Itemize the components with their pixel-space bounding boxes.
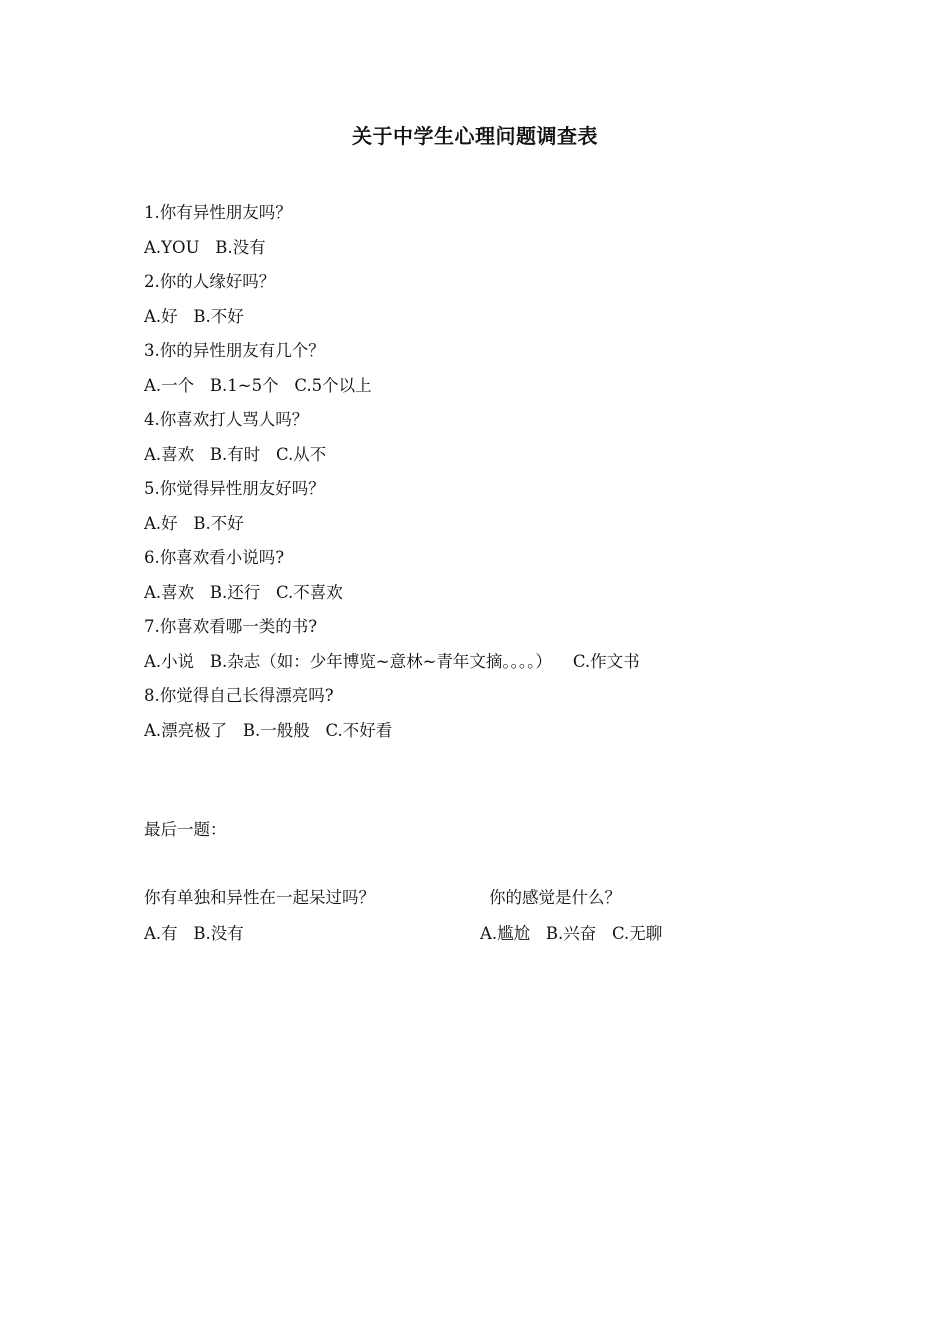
question-5-options: A.好 B.不好 [144,513,244,533]
question-9: 你有单独和异性在一起呆过吗？ [144,888,375,907]
question-6-options: A.喜欢 B.还行 C.不喜欢 [144,582,343,602]
question-5: 5.你觉得异性朋友好吗？ [144,479,325,498]
question-7: 7.你喜欢看哪一类的书? [144,617,318,636]
question-2: 2.你的人缘好吗？ [144,272,276,291]
question-10: 你的感觉是什么？ [489,888,621,907]
page-title: 关于中学生心理问题调查表 [352,124,598,148]
question-3-options: A.一个 B.1~5个 C.5个以上 [144,375,372,395]
question-10-options: A.尴尬 B.兴奋 C.无聊 [480,924,663,943]
question-3: 3.你的异性朋友有几个？ [144,341,325,360]
question-7-options: A.小说 B.杂志（如：少年博览~意林~青年文摘。。。。） C.作文书 [144,651,640,671]
question-2-options: A.好 B.不好 [144,306,244,326]
question-1-options: A.YOU B.没有 [144,237,266,257]
question-8-options: A.漂亮极了 B.一般般 C.不好看 [144,720,393,740]
question-1: 1.你有异性朋友吗？ [144,203,292,222]
question-6: 6.你喜欢看小说吗? [144,548,285,567]
question-list [144,196,844,748]
last-question-label: 最后一题： [144,820,227,839]
question-8: 8.你觉得自己长得漂亮吗? [144,686,334,705]
question-9-options: A.有 B.没有 [144,924,244,943]
question-4: 4.你喜欢打人骂人吗？ [144,410,309,429]
question-4-options: A.喜欢 B.有时 C.从不 [144,444,327,464]
